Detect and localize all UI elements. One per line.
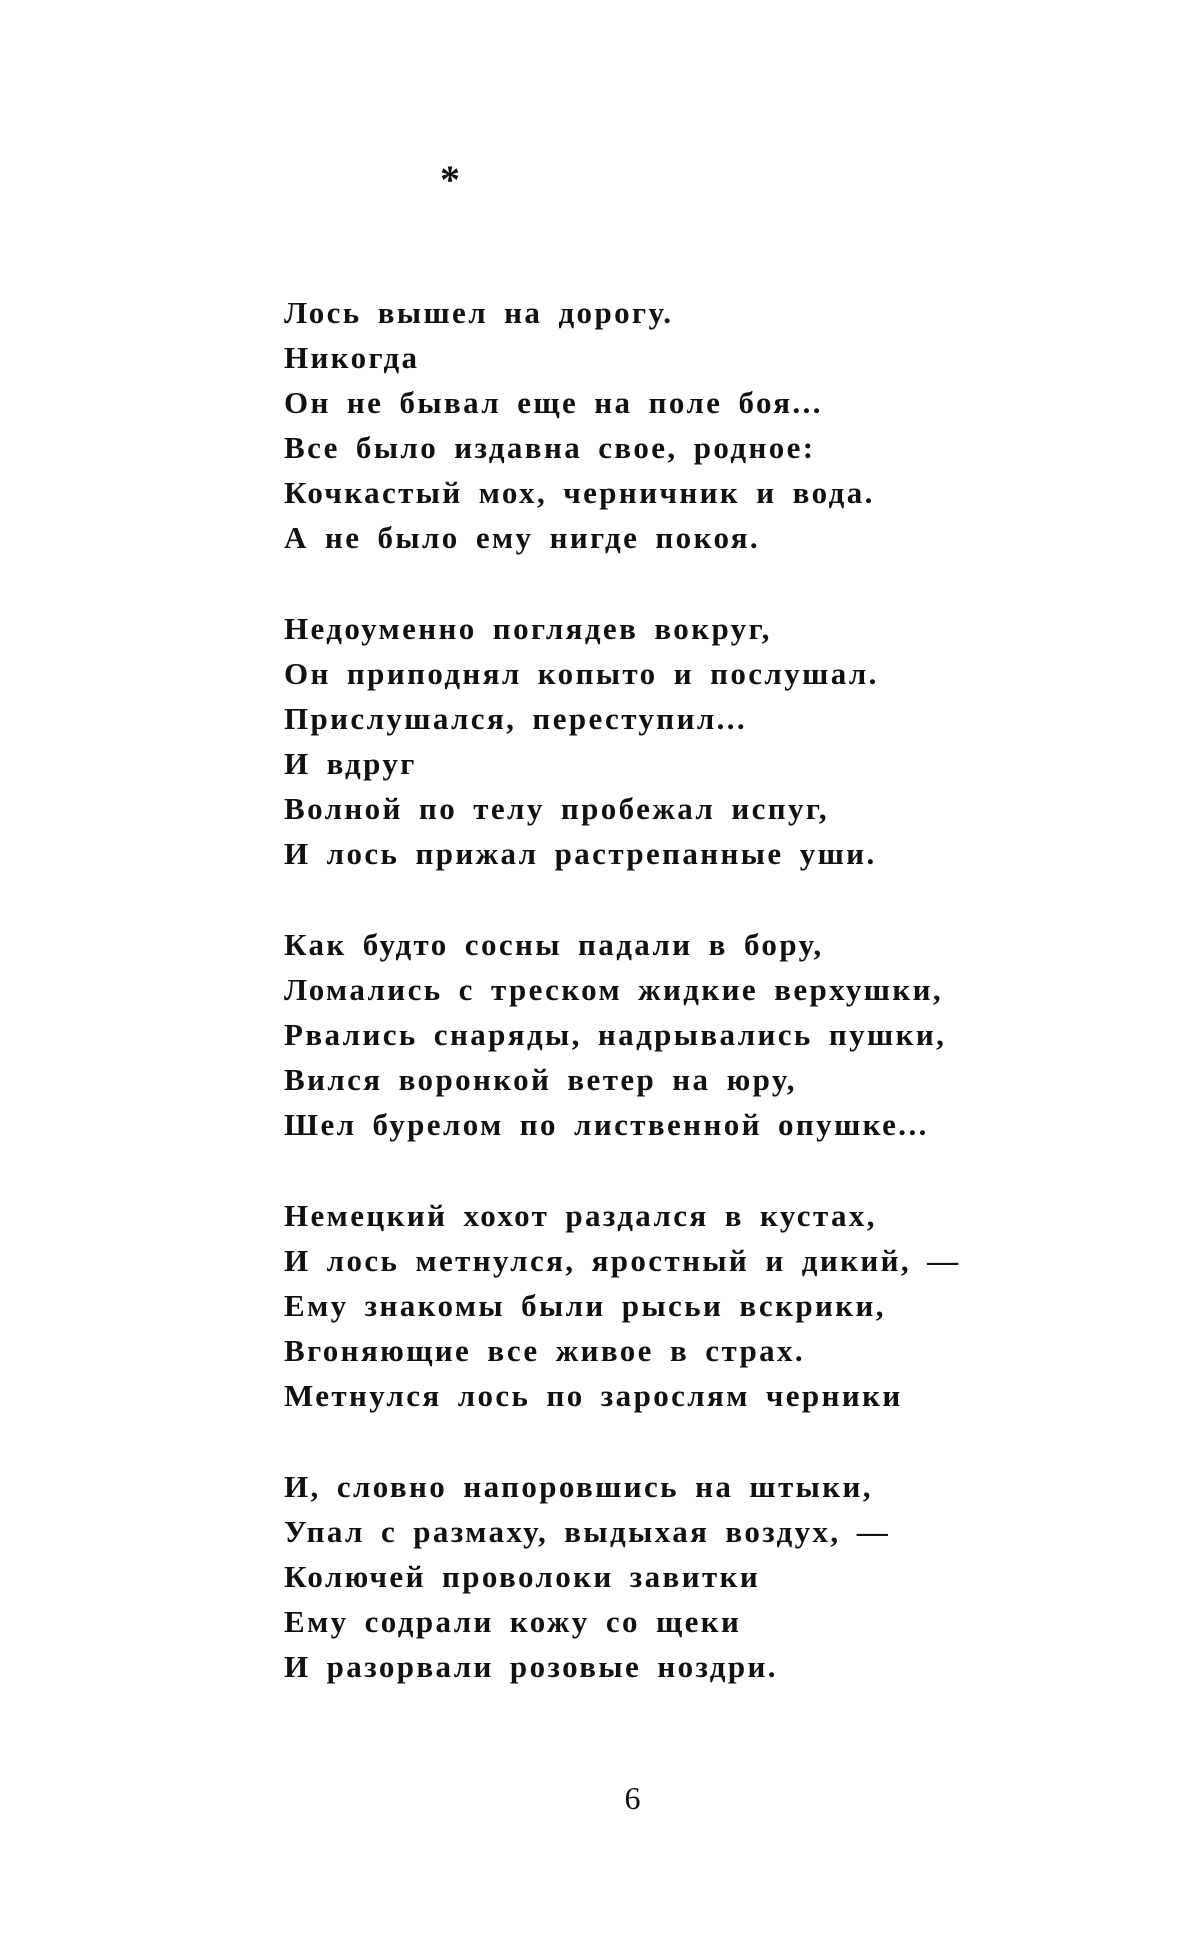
poem-line: Ему содрали кожу со щеки: [284, 1604, 742, 1639]
poem-line: Он приподнял копыто и послушал.: [284, 656, 879, 691]
stanza-3: [284, 922, 1104, 1147]
poem-line: Немецкий хохот раздался в кустах,: [284, 1198, 877, 1233]
poem-line: Прислушался, переступил...: [284, 701, 748, 736]
poem-line: Все было издавна свое, родное:: [284, 430, 816, 465]
poem-line: И вдруг: [284, 746, 417, 781]
poem-line: И, словно напоровшись на штыки,: [284, 1469, 873, 1504]
poem-line: И разорвали розовые ноздри.: [284, 1649, 778, 1684]
stanza-1: [284, 290, 1104, 560]
poem-line: Колючей проволоки завитки: [284, 1559, 761, 1594]
stanza-5: [284, 1464, 1104, 1689]
stanza-2: [284, 606, 1104, 876]
poem-line: Вгоняющие все живое в страх.: [284, 1333, 806, 1368]
poem-line: Никогда: [284, 340, 420, 375]
poem-line: Метнулся лось по зарослям черники: [284, 1378, 903, 1413]
poem-line: А не было ему нигде покоя.: [284, 520, 761, 555]
poem-line: Лось вышел на дорогу.: [284, 295, 674, 330]
poem-line: Недоуменно поглядев вокруг,: [284, 611, 772, 646]
poem-line: Он не бывал еще на поле боя...: [284, 385, 823, 420]
poem-line: Упал с размаху, выдыхая воздух, —: [284, 1514, 891, 1549]
poem-line: Рвались снаряды, надрывались пушки,: [284, 1017, 947, 1052]
poem: [284, 290, 1104, 1689]
stanza-4: [284, 1193, 1104, 1418]
poem-line: Вился воронкой ветер на юру,: [284, 1062, 797, 1097]
section-asterisk: *: [440, 157, 460, 202]
poem-line: И лось метнулся, яростный и дикий, —: [284, 1243, 961, 1278]
poem-line: Шел бурелом по лиственной опушке...: [284, 1107, 929, 1142]
poem-line: И лось прижал растрепанные уши.: [284, 836, 877, 871]
page-number: 6: [624, 1780, 641, 1816]
poem-line: Волной по телу пробежал испуг,: [284, 791, 830, 826]
poem-line: Как будто сосны падали в бору,: [284, 927, 824, 962]
poem-line: Кочкастый мох, черничник и вода.: [284, 475, 875, 510]
poem-line: Ему знакомы были рысьи вскрики,: [284, 1288, 886, 1323]
poem-line: Ломались с треском жидкие верхушки,: [284, 972, 944, 1007]
